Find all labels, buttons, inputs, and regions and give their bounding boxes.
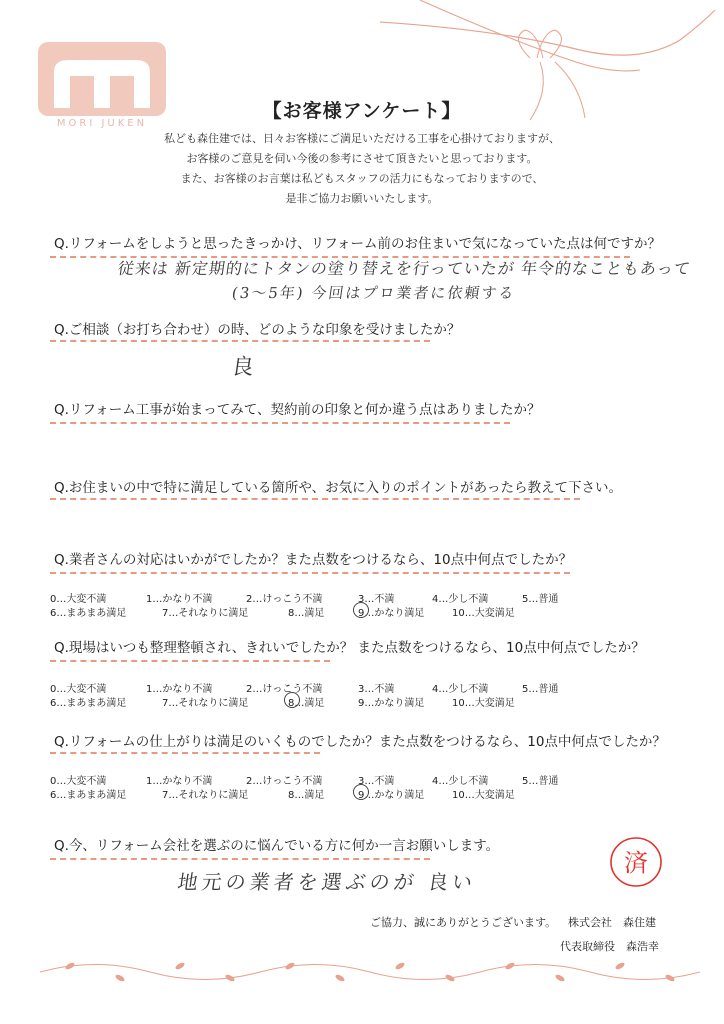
scale-option-text: 2 [246, 594, 253, 605]
q6-option-5 [522, 680, 558, 695]
question-8: Q.今、リフォーム会社を選ぶのに悩んでいる方に何か一言お願いします。 [54, 838, 500, 854]
scale-option-text: …かなり満足 [364, 698, 425, 709]
scale-option-text: 10 [452, 698, 465, 709]
scale-option-text: …けっこう不満 [252, 684, 323, 695]
scale-option-text: 1 [146, 684, 153, 695]
scale-option-text: 7 [162, 608, 169, 619]
q5-option-5 [522, 590, 558, 605]
q5-option-7 [162, 604, 248, 619]
intro-line-1: 私ども森住建では、日々お客様にご満足いただける工事を心掛けておりますが、 [164, 132, 560, 145]
question-5: Q.業者さんの対応はいかがでしたか？また点数をつけるなら、10点中何点でしたか？ [54, 552, 573, 568]
q5-option-1 [146, 590, 212, 605]
q5-selected-circle [353, 602, 369, 618]
scale-option-text: 0 [50, 594, 57, 605]
scale-option-text: …大変満足 [464, 790, 515, 801]
scale-option-text: 6 [50, 608, 57, 619]
scale-option-text: …まあまあ満足 [56, 790, 127, 801]
footer-thanks: ご協力、誠にありがとうございます。 [370, 916, 557, 929]
q6-option-7 [162, 694, 248, 709]
scale-option-text: 1 [146, 776, 153, 787]
scale-option-text: 6 [50, 698, 57, 709]
scale-option-text: 8 [288, 790, 295, 801]
q6-option-4 [432, 680, 488, 695]
scale-option-text: 8 [288, 698, 295, 709]
survey-title: 【お客様アンケート】 [262, 100, 462, 122]
scale-option-text: 0 [50, 684, 57, 695]
question-7: Q.リフォームの仕上がりは満足のいくものでしたか？また点数をつけるなら、10点中何点でしたか？ [54, 734, 666, 750]
scale-option-text: …普通 [528, 594, 559, 605]
scale-option-text: …それなりに満足 [168, 608, 249, 619]
scale-option-text: …大変不満 [56, 776, 107, 787]
scale-option-text: …満足 [294, 790, 325, 801]
footer-representative: 代表取締役 森浩幸 [560, 940, 659, 953]
scale-option-text: 10 [452, 608, 465, 619]
scale-option-text: 9 [358, 608, 365, 619]
scale-option-text: …けっこう不満 [252, 776, 323, 787]
q6-option-1 [146, 680, 212, 695]
q7-selected-circle [353, 784, 369, 800]
scale-option-text: …少し不満 [438, 776, 489, 787]
question-1: Q.リフォームをしようと思ったきっかけ、リフォーム前のお住まいで気になっていた点は何ですか？ [54, 236, 662, 252]
scale-option-text: …かなり満足 [364, 790, 425, 801]
scale-option-text: …かなり不満 [152, 594, 213, 605]
scale-option-text: 9 [358, 790, 365, 801]
scale-option-text: …それなりに満足 [168, 698, 249, 709]
question-4: Q.お住まいの中で特に満足している箇所や、お気に入りのポイントがあったら教えて下さい。 [54, 480, 623, 496]
answer-1-line-1: 従来は 新定期的にトタンの塗り替えを行っていたが 年令的なこともあって [116, 259, 693, 278]
leaf-border-decoration [40, 952, 700, 992]
scale-option-text: …普通 [528, 776, 559, 787]
scale-option-text: …少し不満 [438, 684, 489, 695]
scale-option-text: …それなりに満足 [168, 790, 249, 801]
intro-line-4: 是非ご協力お願いいたします。 [285, 192, 439, 205]
q7-option-7 [162, 786, 248, 801]
q7-option-0 [50, 772, 106, 787]
scale-option-text: 9 [358, 698, 365, 709]
q7-option-5 [522, 772, 558, 787]
scale-option-text: …不満 [364, 684, 395, 695]
scale-option-text: …かなり不満 [152, 776, 213, 787]
divider [50, 422, 510, 424]
question-2: Q.ご相談（お打ち合わせ）の時、どのような印象を受けましたか？ [54, 322, 461, 338]
divider [50, 498, 580, 500]
q7-option-6 [50, 786, 126, 801]
scale-option-text: …不満 [364, 594, 395, 605]
scale-option-text: …大変満足 [464, 698, 515, 709]
question-6: Q.現場はいつも整理整頓され、きれいでしたか？ また点数をつけるなら、10点中何点でしたか？ [54, 640, 645, 656]
q5-option-8 [288, 604, 324, 619]
scale-option-text: 2 [246, 776, 253, 787]
scale-option-text: 0 [50, 776, 57, 787]
intro-line-3: また、お客様のお言葉は私どもスタッフの活力にもなっておりますので、 [180, 172, 544, 185]
scale-option-text: …大変満足 [464, 608, 515, 619]
scale-option-text: 1 [146, 594, 153, 605]
q5-option-0 [50, 590, 106, 605]
q6-option-0 [50, 680, 106, 695]
scale-option-text: 3 [358, 776, 365, 787]
q7-option-8 [288, 786, 324, 801]
q6-option-2 [246, 680, 322, 695]
scale-option-text: …少し不満 [438, 594, 489, 605]
logo-brand-text: MORI JUKEN [56, 118, 148, 129]
q5-option-10 [452, 604, 515, 619]
scale-option-text: 3 [358, 684, 365, 695]
q7-option-4 [432, 772, 488, 787]
footer-company: 株式会社 森住建 [568, 916, 656, 929]
scale-option-text: …かなり満足 [364, 608, 425, 619]
scale-option-text: …満足 [294, 608, 325, 619]
q5-option-6 [50, 604, 126, 619]
scale-option-text: 6 [50, 790, 57, 801]
scale-option-text: 7 [162, 790, 169, 801]
scale-option-text: …大変不満 [56, 594, 107, 605]
divider [50, 858, 430, 860]
answer-1-line-2: (3〜5年) 今回はプロ業者に依頼する [230, 284, 517, 302]
question-3: Q.リフォーム工事が始まってみて、契約前の印象と何か違う点はありましたか？ [54, 402, 541, 418]
scale-option-text: 5 [522, 684, 529, 695]
q6-option-9 [358, 694, 424, 709]
scale-option-text: 8 [288, 608, 295, 619]
q7-option-10 [452, 786, 515, 801]
answer-2: 良 [229, 355, 258, 380]
q7-option-2 [246, 772, 322, 787]
q5-option-2 [246, 590, 322, 605]
scale-option-text: 4 [432, 684, 439, 695]
divider [50, 340, 430, 342]
scale-option-text: …普通 [528, 684, 559, 695]
q7-option-1 [146, 772, 212, 787]
scale-option-text: 2 [246, 684, 253, 695]
divider [50, 572, 570, 574]
scale-option-text: …かなり不満 [152, 684, 213, 695]
scale-option-text: 4 [432, 776, 439, 787]
divider [50, 660, 330, 662]
intro-line-2: お客様のご意見を伺い今後の参考にさせて頂きたいと思っております。 [186, 152, 538, 165]
scale-option-text: …大変不満 [56, 684, 107, 695]
scale-option-text: 5 [522, 594, 529, 605]
scale-option-text: …満足 [294, 698, 325, 709]
scale-option-text: 10 [452, 790, 465, 801]
scale-option-text: …不満 [364, 776, 395, 787]
scale-option-text: 5 [522, 776, 529, 787]
q6-option-10 [452, 694, 515, 709]
checked-stamp [608, 834, 664, 890]
scale-option-text: …けっこう不満 [252, 594, 323, 605]
stamp-text: 済 [624, 849, 648, 877]
scale-option-text: …まあまあ満足 [56, 698, 127, 709]
divider [50, 752, 320, 754]
scale-option-text: …まあまあ満足 [56, 608, 127, 619]
q6-option-3 [358, 680, 394, 695]
scale-option-text: 7 [162, 698, 169, 709]
answer-8: 地元の業者を選ぶのが 良い [176, 870, 478, 894]
q6-selected-circle [284, 692, 300, 708]
q6-option-6 [50, 694, 126, 709]
scale-option-text: 3 [358, 594, 365, 605]
q5-option-4 [432, 590, 488, 605]
scale-option-text: 4 [432, 594, 439, 605]
